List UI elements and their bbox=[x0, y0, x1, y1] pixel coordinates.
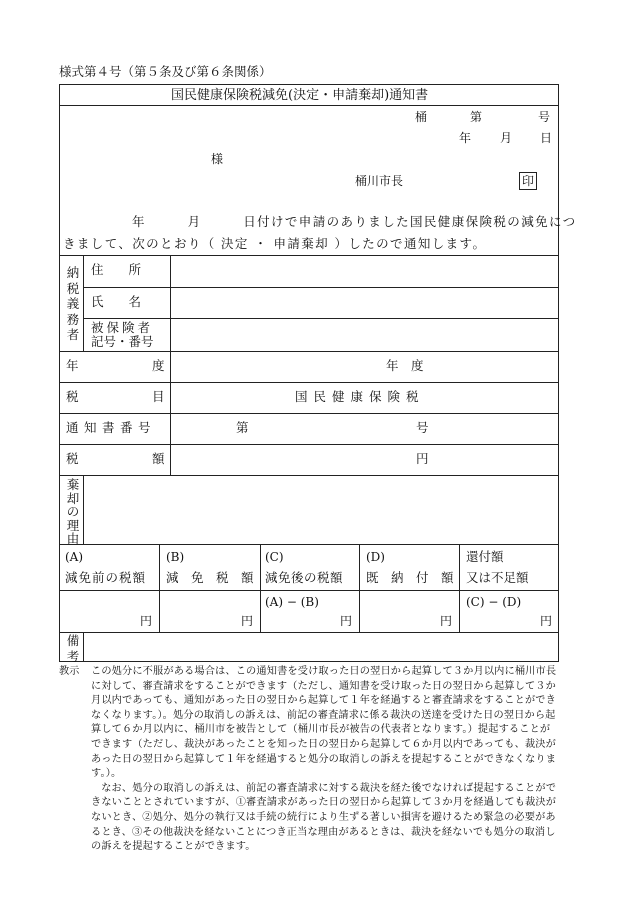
date-year: 年 bbox=[459, 131, 472, 145]
doc-number-dai: 第 bbox=[470, 110, 483, 124]
amount-c-formula: (A) − (B) bbox=[265, 595, 319, 609]
insured-label-2: 記号・番号 bbox=[91, 334, 154, 349]
amount-a-unit: 円 bbox=[140, 614, 153, 628]
instructions bbox=[59, 665, 559, 855]
amount-header-divider bbox=[59, 590, 559, 591]
amount-d-label: 既 納 付 額 bbox=[366, 570, 454, 585]
taxpayer-group-divider bbox=[83, 255, 84, 351]
amount-d-unit: 円 bbox=[440, 614, 453, 628]
instructions-paragraph-1: この処分に不服がある場合は、この通知書を受け取った日の翌日から起算して３か月以内に桶川市長に対して、審査請求をすることができます（ただし、通知書を受け取った日の翌日から起算して３か月以内であっても、通知があった日の翌日から起算して１年を経過すると審査請求をすることができなくなります。）。処分の取消しの訴えは、前記の審査請求に係る裁決の送達を受けた日の翌日から起算して６か月以内に、桶川市を被告として（桶川市長が被告の代表者となります。）提起することができます（ただし、裁決があったことを知った日の翌日から起算して６か月以内であっても、裁決があった日の翌日から起算して１年を経過すると処分の取消しの訴えを提起することができなくなります。）。 bbox=[91, 666, 557, 780]
taxpayer-block-divider bbox=[59, 351, 559, 352]
amount-e-label-1: 還付額 bbox=[466, 549, 504, 564]
amount-d-code: (D) bbox=[366, 550, 385, 564]
tax-item-divider bbox=[59, 413, 559, 414]
amount-col-2 bbox=[260, 544, 261, 632]
amount-col-3 bbox=[359, 544, 360, 632]
tax-item-label-a: 税 bbox=[66, 389, 79, 404]
name-label: 氏 名 bbox=[91, 294, 142, 309]
doc-number-prefix: 桶 bbox=[415, 110, 428, 124]
tax-amount-unit: 円 bbox=[416, 451, 429, 466]
tax-amount-label-b: 額 bbox=[152, 451, 165, 466]
intro-divider bbox=[59, 255, 559, 256]
address-row-divider bbox=[83, 287, 559, 288]
date-month: 月 bbox=[500, 131, 513, 145]
title-divider bbox=[59, 105, 559, 106]
seal-mark: 印 bbox=[519, 172, 537, 190]
issuer-name: 桶川市長 bbox=[355, 174, 404, 188]
remarks-label: 備考 bbox=[66, 633, 80, 664]
instructions-body bbox=[91, 665, 559, 855]
intro-line-2: きまして、次のとおり（ 決定 ・ 申請棄却 ）したので通知します。 bbox=[63, 236, 487, 251]
amount-e-label-2: 又は不足額 bbox=[466, 570, 529, 585]
insured-label-1: 被保険者 bbox=[91, 320, 154, 335]
tax-item-value: 国民健康保険税 bbox=[295, 389, 425, 404]
remarks-divider bbox=[83, 632, 84, 662]
fiscal-year-label-a: 年 bbox=[66, 358, 79, 373]
taxpayer-group-label: 納税義務者 bbox=[66, 265, 80, 342]
intro-line-1: 年 月 日付けで申請のありました国民健康保険税の減免につ bbox=[132, 214, 577, 229]
addressee-suffix: 様 bbox=[211, 152, 224, 166]
date-day: 日 bbox=[540, 131, 553, 145]
reject-reason-label: 棄却の理由 bbox=[66, 477, 80, 547]
instructions-head: 教示 bbox=[59, 666, 80, 677]
amount-bottom-divider bbox=[59, 632, 559, 633]
amount-c-unit: 円 bbox=[340, 614, 353, 628]
fiscal-year-value: 年 度 bbox=[386, 358, 424, 373]
amount-b-unit: 円 bbox=[241, 614, 254, 628]
amount-col-4 bbox=[459, 544, 460, 632]
notice-number-go: 号 bbox=[416, 420, 429, 435]
reject-reason-divider bbox=[83, 475, 84, 544]
name-row-divider bbox=[83, 318, 559, 319]
tax-amount-divider bbox=[59, 475, 559, 476]
amount-c-code: (C) bbox=[265, 550, 284, 564]
tax-item-label-b: 目 bbox=[152, 389, 165, 404]
fiscal-year-label-b: 度 bbox=[152, 358, 165, 373]
notice-number-label: 通知書番号 bbox=[66, 420, 157, 435]
amount-b-code: (B) bbox=[166, 550, 185, 564]
amount-a-code: (A) bbox=[65, 550, 84, 564]
form-title: 国民健康保険税減免(決定・申請棄却)通知書 bbox=[171, 88, 429, 103]
instructions-paragraph-2: なお、処分の取消しの訴えは、前記の審査請求に対する裁決を経た後でなければ提起することができないこととされていますが、①審査請求があった日の翌日から起算して３か月を経過しても裁決がないとき、②処分、処分の執行又は手続の続行により生ずる著しい損害を避けるため緊急の必要があるとき、③その他裁決を経ないことにつき正当な理由があるときは、裁決を経ないでも処分の取消しの訴えを提起することができます。 bbox=[91, 782, 557, 853]
amount-c-label: 減免後の税額 bbox=[265, 570, 344, 585]
notice-number-divider bbox=[59, 444, 559, 445]
amount-col-1 bbox=[159, 544, 160, 632]
address-label: 住 所 bbox=[91, 262, 142, 277]
tax-amount-label-a: 税 bbox=[66, 451, 79, 466]
amount-a-label: 減免前の税額 bbox=[65, 570, 147, 585]
notice-number-dai: 第 bbox=[236, 420, 249, 435]
reject-reason-bottom bbox=[59, 544, 559, 545]
form-reference: 様式第４号（第５条及び第６条関係） bbox=[59, 64, 272, 79]
amount-b-label: 減 免 税 額 bbox=[166, 570, 254, 585]
fiscal-year-divider bbox=[59, 382, 559, 383]
taxpayer-label-divider bbox=[170, 255, 171, 475]
doc-number-go: 号 bbox=[538, 110, 551, 124]
amount-e-unit: 円 bbox=[540, 614, 553, 628]
amount-e-formula: (C) − (D) bbox=[466, 595, 522, 609]
